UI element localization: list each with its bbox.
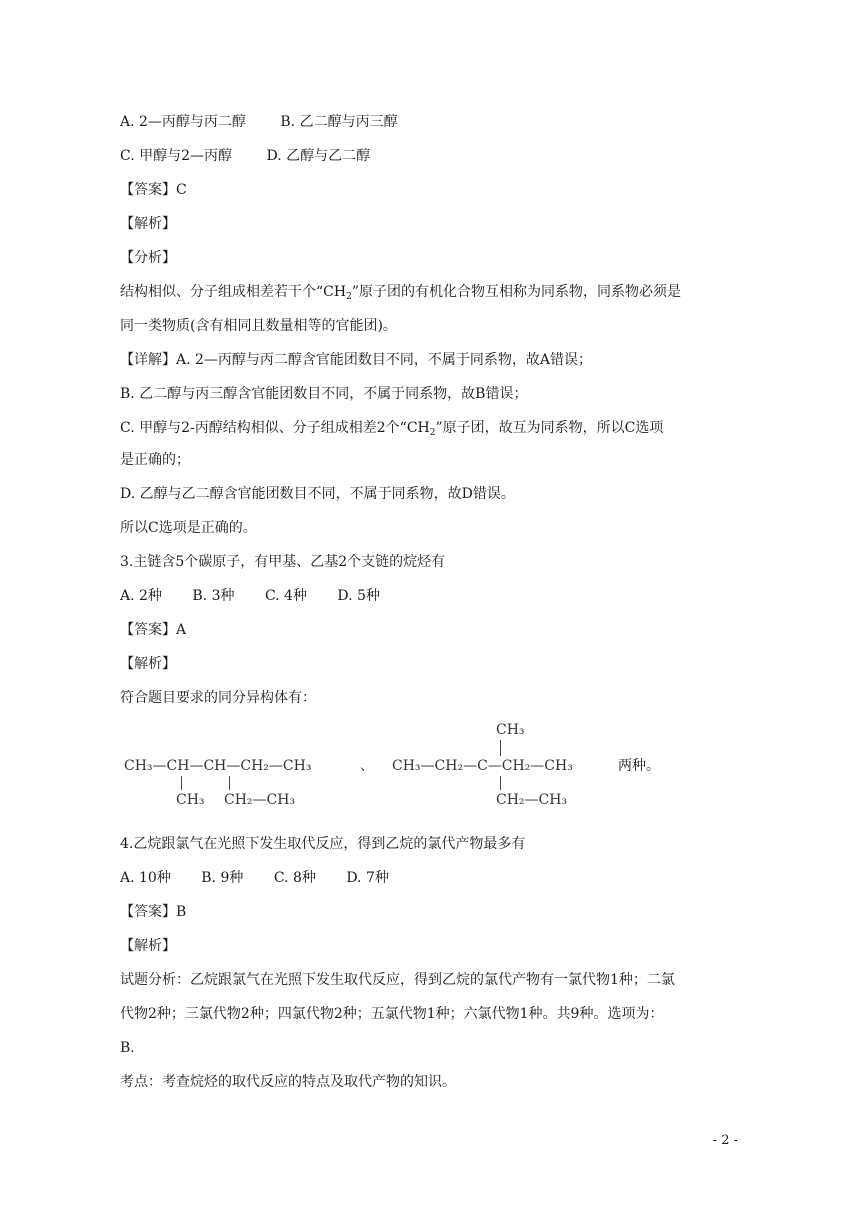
q3-answer: 【答案】A xyxy=(120,622,187,638)
q2-detail-a: 【详解】A. 2—丙醇与丙二醇含官能团数目不同，不属于同系物，故A错误； xyxy=(120,352,593,368)
q3-option-c: C. 4种 xyxy=(264,588,307,604)
q2-detail-c-sub: 2 xyxy=(429,428,436,438)
q2-detail-c-text-a: C. 甲醇与2-丙醇结构相似、分子组成相差2个“CH xyxy=(120,420,430,436)
q2-analysis-line-2: 同一类物质(含有相同且数量相等的官能团)。 xyxy=(120,318,397,334)
formula-separator: 、 xyxy=(360,758,374,774)
q2-option-d: D. 乙醇与乙二醇 xyxy=(266,148,371,164)
q2-analysis-text-b: ”原子团的有机化合物互相称为同系物，同系物必须是 xyxy=(351,284,681,300)
q2-options-row-1 xyxy=(120,112,398,132)
formula-1-bond-2 xyxy=(229,776,230,790)
formula-2-bond-bottom xyxy=(500,776,501,790)
page-number: - 2 - xyxy=(712,1133,738,1148)
q4-analysis-line-2: 代物2种；三氯代物2种；四氯代物2种；五氯代物1种；六氯代物1种。共9种。选项为： xyxy=(120,1006,664,1022)
q4-option-d: D. 7种 xyxy=(346,870,389,886)
q4-option-c: C. 8种 xyxy=(273,870,316,886)
q3-option-a: A. 2种 xyxy=(120,588,162,604)
formula-2-bond-top xyxy=(500,740,501,756)
q4-jiexi-heading: 【解析】 xyxy=(120,938,176,954)
q3-intro: 符合题目要求的同分异构体有： xyxy=(120,690,316,706)
q3-option-d: D. 5种 xyxy=(337,588,380,604)
q2-fenxi-heading: 【分析】 xyxy=(120,250,176,266)
q2-option-b: B. 乙二醇与丙三醇 xyxy=(280,114,398,130)
q4-stem: 4.乙烷跟氯气在光照下发生取代反应，得到乙烷的氯代产物最多有 xyxy=(120,836,526,852)
q3-structural-formulas xyxy=(124,718,724,818)
formula-2-top-methyl: CH₃ xyxy=(496,722,525,738)
q2-detail-c-line-1 xyxy=(120,418,663,438)
q2-option-a: A. 2—丙醇与丙二醇 xyxy=(120,114,246,130)
q2-detail-b: B. 乙二醇与丙三醇含官能团数目不同，不属于同系物，故B错误； xyxy=(120,386,528,402)
q2-detail-c-line-2: 是正确的； xyxy=(120,452,190,468)
formula-2-bottom-ethyl: CH₂—CH₃ xyxy=(496,792,568,808)
q2-options-row-2 xyxy=(120,146,370,166)
q3-stem: 3.主链含5个碳原子，有甲基、乙基2个支链的烷烃有 xyxy=(120,554,446,570)
q3-option-b: B. 3种 xyxy=(192,588,235,604)
q3-jiexi-heading: 【解析】 xyxy=(120,656,176,672)
formula-1-main-chain: CH₃—CH—CH—CH₂—CH₃ xyxy=(124,758,312,774)
q4-analysis-line-1: 试题分析：乙烷跟氯气在光照下发生取代反应，得到乙烷的氯代产物有一氯代物1种；二氯 xyxy=(120,972,675,988)
formula-tail-text: 两种。 xyxy=(618,758,660,774)
formula-1-branch-ethyl: CH₂—CH₃ xyxy=(224,792,296,808)
q2-analysis-text-a: 结构相似、分子组成相差若干个“CH xyxy=(120,284,347,300)
q4-options xyxy=(120,868,389,888)
q4-option-b: B. 9种 xyxy=(201,870,244,886)
q2-analysis-sub: 2 xyxy=(346,292,352,302)
q3-options xyxy=(120,586,380,606)
formula-1-branch-methyl: CH₃ xyxy=(176,792,205,808)
q2-jiexi-heading: 【解析】 xyxy=(120,216,176,232)
q2-detail-d: D. 乙醇与乙二醇含官能团数目不同，不属于同系物，故D错误。 xyxy=(120,486,515,502)
q4-analysis-line-3: B. xyxy=(120,1040,135,1056)
formula-1-bond-1 xyxy=(181,776,182,790)
q4-kaodian: 考点：考查烷烃的取代反应的特点及取代产物的知识。 xyxy=(120,1074,456,1090)
q2-answer: 【答案】C xyxy=(120,182,187,198)
q4-option-a: A. 10种 xyxy=(120,870,171,886)
formula-2-main-chain: CH₃—CH₂—C—CH₂—CH₃ xyxy=(392,758,573,774)
q2-analysis-line-1 xyxy=(120,282,681,302)
q4-answer: 【答案】B xyxy=(120,904,187,920)
q2-conclusion: 所以C选项是正确的。 xyxy=(120,520,257,536)
q2-option-c: C. 甲醇与2—丙醇 xyxy=(120,148,233,164)
q2-detail-c-text-b: ”原子团，故互为同系物，所以C选项 xyxy=(435,420,664,436)
